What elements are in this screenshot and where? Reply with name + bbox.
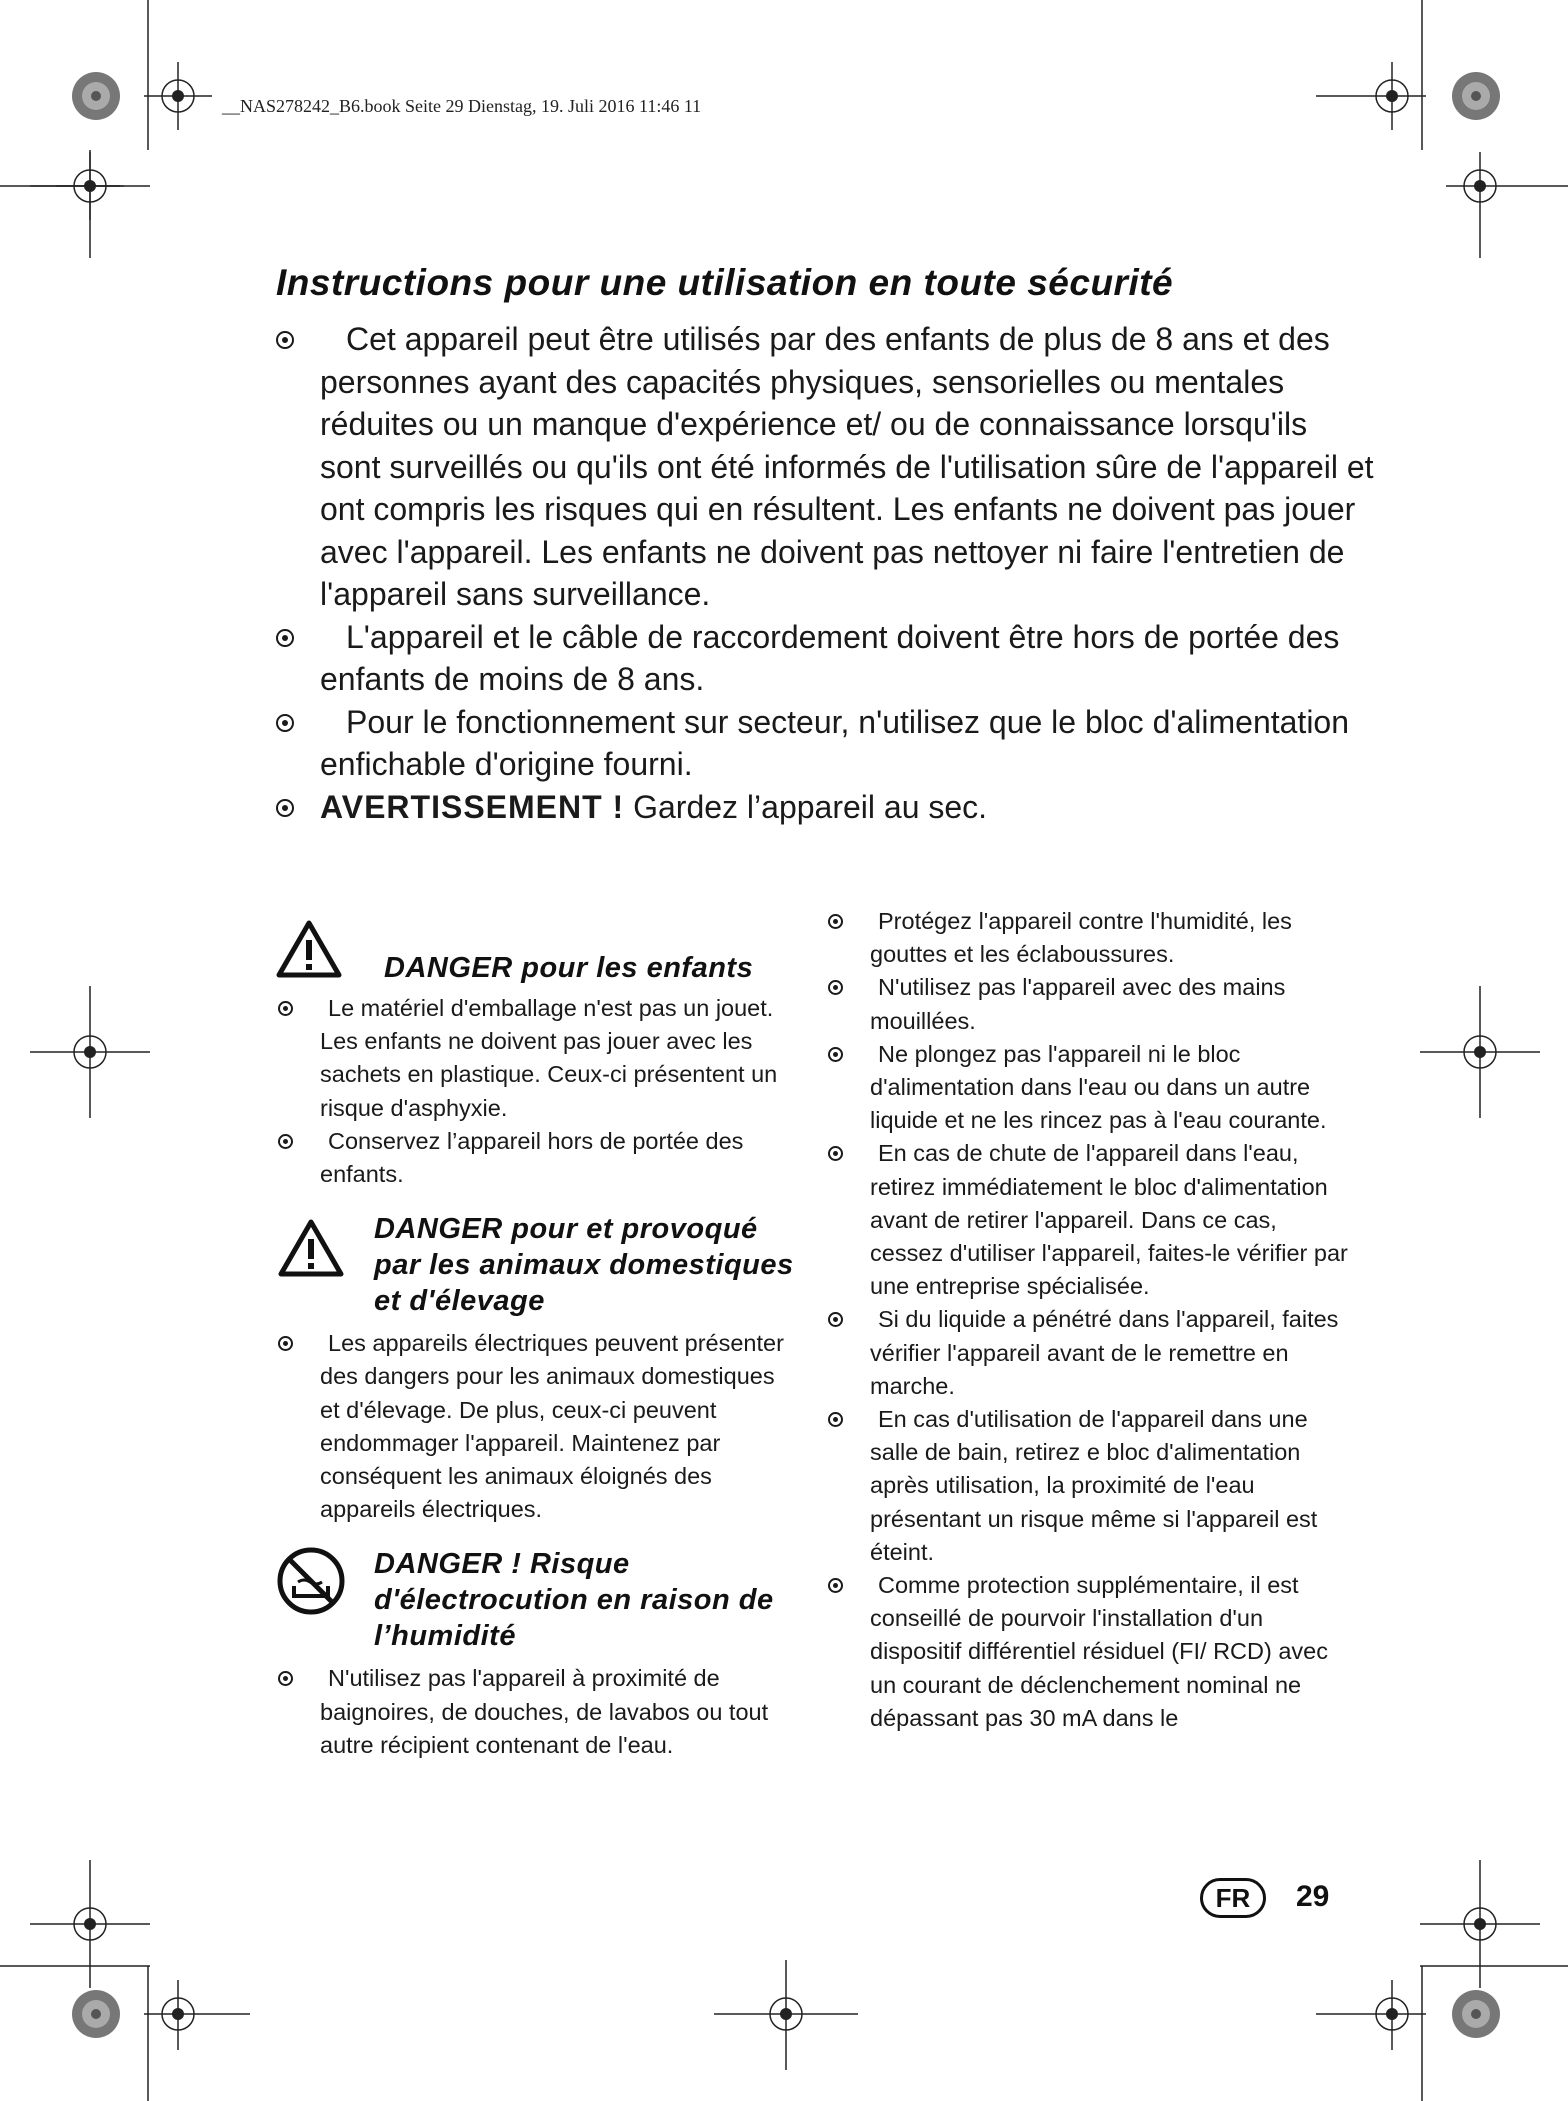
main-instructions-list xyxy=(276,318,1376,828)
warning-label: AVERTISSEMENT ! xyxy=(320,788,625,825)
warning-triangle-icon xyxy=(276,920,342,978)
bullet-icon xyxy=(278,1336,293,1351)
section-list xyxy=(276,1327,796,1526)
warning-triangle-icon xyxy=(278,1219,344,1277)
section-title: DANGER pour et provoqué par les animaux domestiques et d'élevage xyxy=(374,1213,794,1318)
bullet-icon xyxy=(276,799,294,817)
bullet-icon xyxy=(828,914,843,929)
print-header-line: __NAS278242_B6.book Seite 29 Dienstag, 19. Juli 2016 11:46 11 xyxy=(222,96,702,116)
list-item: En cas d'utilisation de l'appareil dans une salle de bain, retirez e bloc d'alimentation après utilisation, la proximité de l'eau présentant un risque même si l'appareil est éteint. xyxy=(826,1403,1356,1569)
section-list xyxy=(276,992,796,1191)
section-danger-electrocution xyxy=(276,1546,796,1654)
list-item: N'utilisez pas l'appareil avec des mains mouillées. xyxy=(826,971,1356,1037)
list-item: En cas de chute de l'appareil dans l'eau, retirez immédiatement le bloc d'alimentation avant de retirer l'appareil. Dans ce cas, cessez d'utiliser l'appareil, faites-le vérifier par une entreprise spécialisée. xyxy=(826,1137,1356,1303)
warning-text: Gardez l’appareil au sec. xyxy=(624,788,988,825)
page-number: 29 xyxy=(1296,1880,1330,1913)
section-danger-children xyxy=(276,910,796,984)
section-title: DANGER pour les enfants xyxy=(384,952,754,984)
bullet-icon xyxy=(828,1146,843,1161)
bullet-icon xyxy=(828,1047,843,1062)
list-item: Si du liquide a pénétré dans l'appareil, faites vérifier l'appareil avant de le remettre en marche. xyxy=(826,1303,1356,1403)
list-item: Comme protection supplémentaire, il est conseillé de pourvoir l'installation d'un dispositif différentiel résiduel (FI/ RCD) avec un courant de déclenchement nominal ne dépassant pas 30 mA dans le xyxy=(826,1569,1356,1735)
list-item: Le matériel d'emballage n'est pas un jouet. Les enfants ne doivent pas jouer avec les sachets en plastique. Ceux-ci présentent un risque d'asphyxie. xyxy=(276,992,796,1125)
bullet-icon xyxy=(278,1001,293,1016)
bullet-icon xyxy=(828,980,843,995)
list-item: Protégez l'appareil contre l'humidité, les gouttes et les éclaboussures. xyxy=(826,905,1356,971)
section-list xyxy=(276,1662,796,1762)
list-item: Ne plongez pas l'appareil ni le bloc d'alimentation dans l'eau ou dans un autre liquide et ne les rincez pas à l'eau courante. xyxy=(826,1038,1356,1138)
bullet-icon xyxy=(276,629,294,647)
warning-item xyxy=(276,786,1376,829)
bullet-icon xyxy=(828,1412,843,1427)
section-title: DANGER ! Risque d'électrocution en raison de l’humidité xyxy=(374,1548,774,1653)
list-item: Pour le fonctionnement sur secteur, n'utilisez que le bloc d'alimentation enfichable d'origine fourni. xyxy=(276,701,1376,786)
right-list xyxy=(826,905,1356,1735)
list-item: N'utilisez pas l'appareil à proximité de baignoires, de douches, de lavabos ou tout autre récipient contenant de l'eau. xyxy=(276,1662,796,1762)
list-item: L'appareil et le câble de raccordement doivent être hors de portée des enfants de moins de 8 ans. xyxy=(276,616,1376,701)
bullet-icon xyxy=(828,1578,843,1593)
bullet-icon xyxy=(278,1671,293,1686)
list-item: Conservez l’appareil hors de portée des enfants. xyxy=(276,1125,796,1191)
list-item: Les appareils électriques peuvent présenter des dangers pour les animaux domestiques et d'élevage. De plus, ceux-ci peuvent endommager l'appareil. Maintenez par conséquent les animaux éloignés des appareils électriques. xyxy=(276,1327,796,1526)
section-danger-animals xyxy=(276,1211,796,1319)
bullet-icon xyxy=(828,1312,843,1327)
page-title: Instructions pour une utilisation en toute sécurité xyxy=(276,262,1174,303)
left-column xyxy=(276,910,796,1762)
list-item: Cet appareil peut être utilisés par des enfants de plus de 8 ans et des personnes ayant des capacités physiques, sensorielles ou mentales réduites ou un manque d'expérience et/ ou de connaissance lorsqu'ils sont surveillés ou qu'ils ont été informés de l'utilisation sûre de l'appareil et ont compris les risques qui en résultent. Les enfants ne doivent pas jouer avec l'appareil. Les enfants ne doivent pas nettoyer ni faire l'entretien de l'appareil sans surveillance. xyxy=(276,318,1376,616)
bullet-icon xyxy=(276,714,294,732)
bullet-icon xyxy=(278,1134,293,1149)
right-column xyxy=(826,905,1356,1735)
bullet-icon xyxy=(276,331,294,349)
no-water-icon xyxy=(276,1546,346,1616)
language-badge: FR xyxy=(1200,1878,1266,1918)
